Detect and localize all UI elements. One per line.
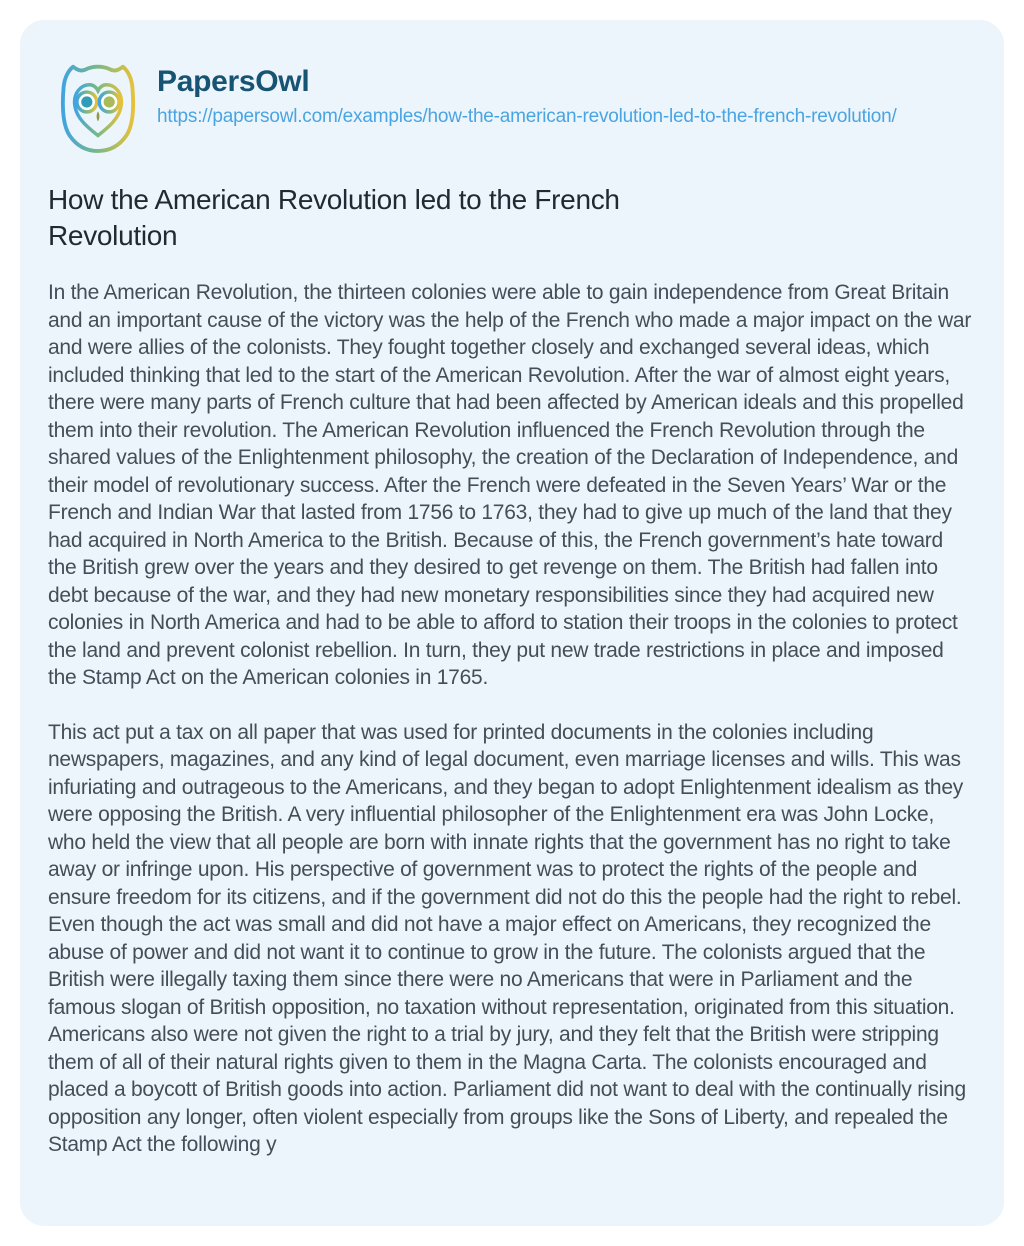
header-text xyxy=(141,58,897,129)
essay-paragraph-1: In the American Revolution, the thirteen colonies were able to gain independence from Great Britain and an important cause of the victory was the help of the French who made a major impact on the war and were allies of the colonists. They fought together closely and exchanged several ideas, which included thinking that led to the start of the American Revolution. After the war of almost eight years, there were many parts of French culture that had been affected by American ideals and this propelled them into their revolution. The American Revolution influenced the French Revolution through the shared values of the Enlightenment philosophy, the creation of the Declaration of Independence, and their model of revolutionary success. After the French were defeated in the Seven Years’ War or the French and Indian War that lasted from 1756 to 1763, they had to give up much of the land that they had acquired in North America to the British. Because of this, the French government’s hate toward the British grew over the years and they desired to get revenge on them. The British had fallen into debt because of the war, and they had new monetary responsibilities since they had acquired new colonies in North America and had to be able to afford to station their troops in the colonies to protect the land and prevent colonist rebellion. In turn, they put new trade restrictions in place and imposed the Stamp Act on the American colonies in 1765. xyxy=(48,281,972,689)
essay-paragraph-2: This act put a tax on all paper that was used for printed documents in the colonies including newspapers, magazines, and any kind of legal document, even marriage licenses and wills. This was infuriating and outrageous to the Americans, and they began to adopt Enlightenment idealism as they were opposing the British. A very influential philosopher of the Enlightenment era was John Locke, who held the view that all people are born with innate rights that the government has no right to take away or infringe upon. His perspective of government was to protect the rights of the people and ensure freedom for its citizens, and if the government did not do this the people had the right to rebel. Even though the act was small and did not have a major effect on Americans, they recognized the abuse of power and did not want it to continue to grow in the future. The colonists argued that the British were illegally taxing them since there were no Americans that were in Parliament and the famous slogan of British opposition, no taxation without representation, originated from this situation. Americans also were not given the right to a trial by jury, and they felt that the British were stripping them of all of their natural rights given to them in the Magna Carta. The colonists encouraged and placed a boycott of British goods into action. Parliament did not want to deal with the continually rising opposition any longer, often violent especially from groups like the Sons of Liberty, and repealed the Stamp Act the following y xyxy=(48,720,966,1156)
document-title: How the American Revolution led to the French Revolution xyxy=(48,184,620,251)
header xyxy=(48,58,976,158)
brand-name: PapersOwl xyxy=(157,65,310,98)
document-card xyxy=(20,20,1004,1226)
papersowl-logo-icon xyxy=(55,58,141,158)
document-body xyxy=(48,279,976,1159)
source-url-link[interactable]: https://papersowl.com/examples/how-the-american-revolution-led-to-the-french-revolution/ xyxy=(157,106,897,127)
